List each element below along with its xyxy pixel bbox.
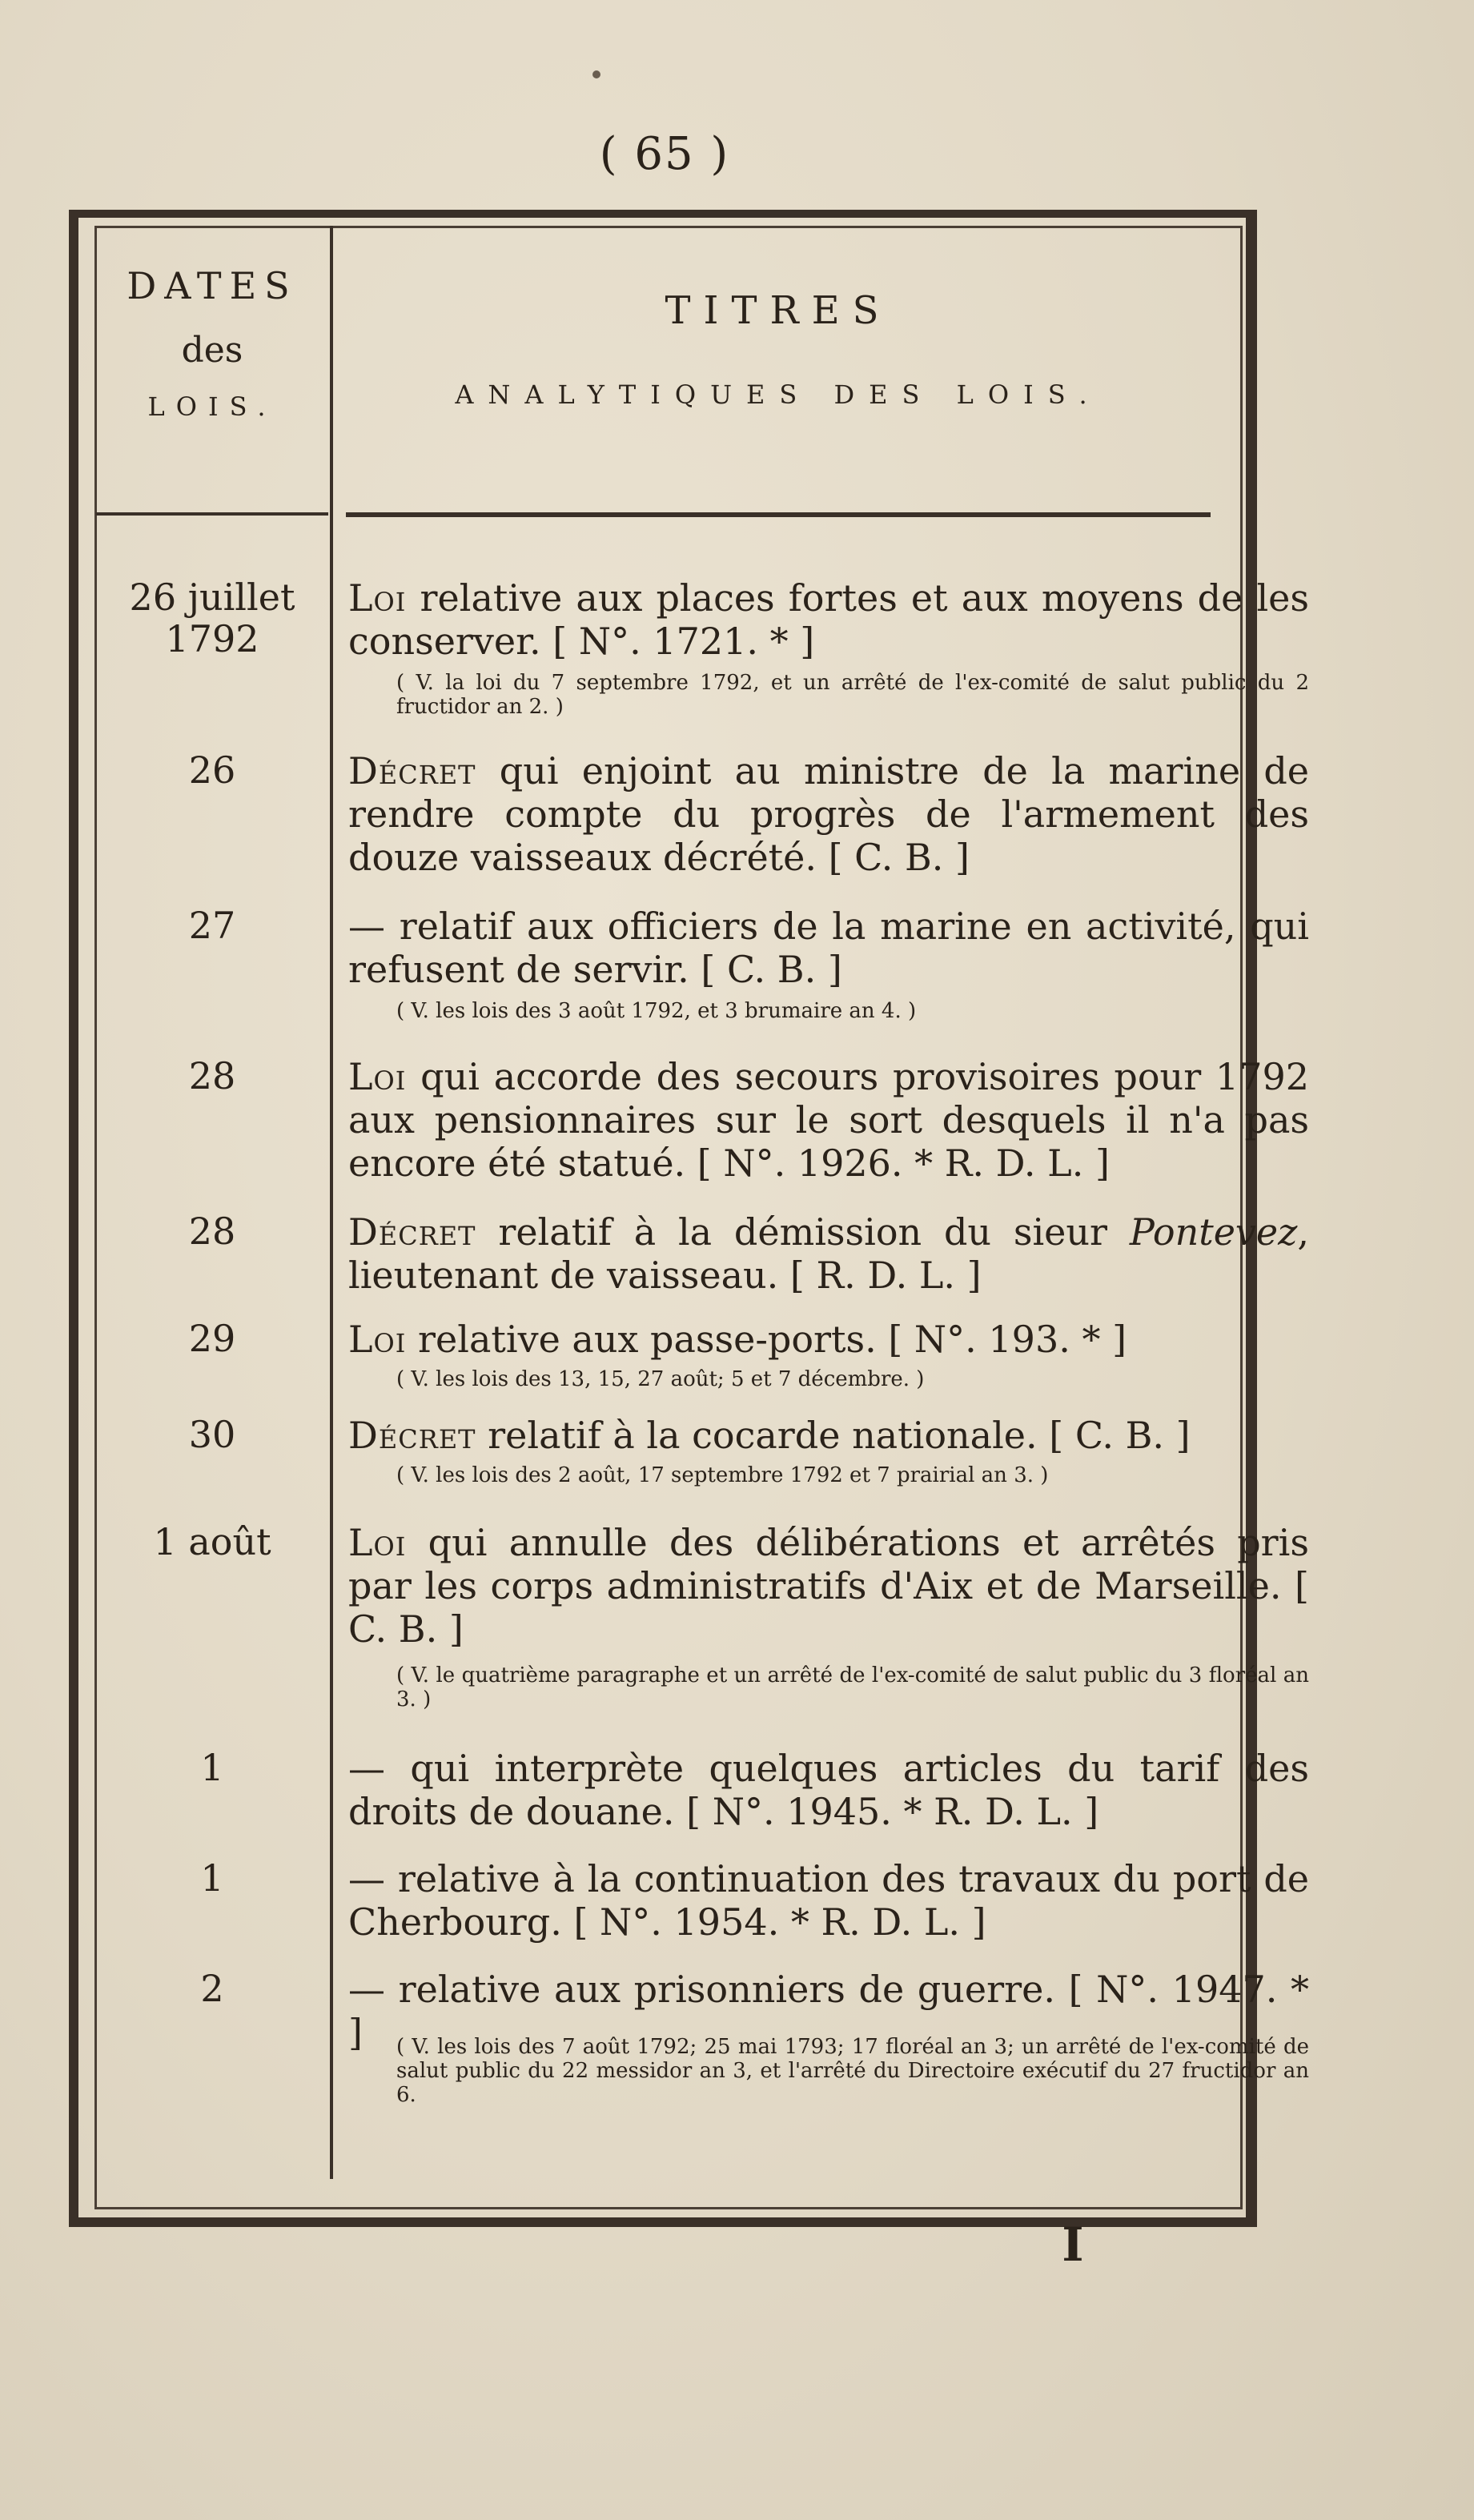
entry-date: 28 [188, 1054, 236, 1097]
entry-date: 29 [188, 1317, 236, 1360]
entry-note: ( V. le quatrième paragraphe et un arrêté de l'ex-comité de salut public du 3 floréal an 3. ) [396, 1663, 1309, 1711]
entry-title [348, 1210, 1309, 1297]
entry-date: 2 [200, 1967, 224, 2010]
entry-title [348, 1747, 1309, 1833]
entry-title [348, 1521, 1309, 1651]
entry-person-name: Pontevez [1129, 1210, 1298, 1254]
entry-title [348, 905, 1309, 991]
entry-lead-word: Décret [348, 749, 476, 793]
entry-date: 28 [188, 1210, 236, 1253]
titles-column-header [346, 288, 1211, 410]
entry-text: — relative aux prisonniers de guerre. [ N°. 1947. * ] [348, 1968, 1309, 2054]
header-rule-titles [346, 512, 1211, 517]
entry-lead-word: Décret [348, 1414, 476, 1457]
signature-mark: I [1062, 2217, 1084, 2272]
entry-text: qui accorde des secours provisoires pour 1792 aux pensionnaires sur le sort desquels il n'a pas encore été statué. [ N°. 1926. * R. D. L. ] [348, 1055, 1309, 1185]
entry-note: ( V. les lois des 2 août, 17 septembre 1792 et 7 prairial an 3. ) [396, 1463, 1049, 1487]
entry-note: ( V. les lois des 13, 15, 27 août; 5 et 7 décembre. ) [396, 1367, 925, 1391]
entry-date: 30 [188, 1413, 236, 1456]
dates-header-line3: LOIS. [147, 391, 277, 422]
entry-text: — relative à la continuation des travaux du port de Cherbourg. [ N°. 1954. * R. D. L. ] [348, 1857, 1309, 1944]
column-divider [330, 226, 333, 2179]
entry-title [348, 749, 1309, 879]
entry-date-year: 1792 [165, 617, 259, 660]
entry-title [348, 576, 1309, 663]
entry-text: — relatif aux officiers de la marine en activité, qui refusent de servir. [ C. B. ] [348, 905, 1309, 991]
entry-lead-word: Loi [348, 1055, 407, 1098]
dates-column-header [96, 264, 328, 422]
entry-text: relative aux passe-ports. [ N°. 193. * ] [406, 1318, 1127, 1361]
entry-note: ( V. la loi du 7 septembre 1792, et un arrêté de l'ex-comité de salut public du 2 fructidor an 2. ) [396, 671, 1309, 719]
entry-note: ( V. les lois des 3 août 1792, et 3 brumaire an 4. ) [396, 999, 917, 1023]
ink-speck [592, 70, 600, 78]
entry-text-end: , lieutenant de vaisseau. [ R. D. L. ] [348, 1210, 1309, 1297]
titles-header-line2: ANALYTIQUES DES LOIS. [455, 379, 1102, 410]
entry-title [348, 1318, 1309, 1361]
entry-title [348, 1414, 1309, 1457]
entry-lead-word: Loi [348, 1521, 407, 1564]
entry-text: qui annulle des délibérations et arrêtés pris par les corps administratifs d'Aix et de Marseille. [ C. B. ] [348, 1521, 1309, 1651]
entry-title [348, 1055, 1309, 1185]
entry-title [348, 1857, 1309, 1944]
entry-lead-word: Loi [348, 1318, 407, 1361]
entry-text: relative aux places fortes et aux moyens de les conserver. [ N°. 1721. * ] [348, 576, 1309, 663]
entry-date: 1 [200, 1856, 224, 1900]
entry-note: ( V. les lois des 7 août 1792; 25 mai 1793; 17 floréal an 3; un arrêté de l'ex-comité de salut public du 22 messidor an 3, et l'arrêté du Directoire exécutif du 27 fructidor an 6. [396, 2035, 1309, 2107]
entry-lead-word: Loi [348, 576, 407, 620]
titles-header-line1: TITRES [665, 288, 892, 333]
entry-date: 1 [200, 1746, 224, 1789]
entry-date: 1 août [153, 1520, 271, 1563]
entry-date: 27 [188, 904, 236, 947]
entry-date: 26 [188, 748, 236, 792]
entry-lead-word: Décret [348, 1210, 476, 1254]
dates-header-line2: des [181, 330, 243, 371]
entry-date [96, 576, 328, 660]
entry-text: qui enjoint au ministre de la marine de rendre compte du progrès de l'armement des douze vaisseaux décrété. [ C. B. ] [348, 749, 1309, 879]
entry-text: relatif à la cocarde nationale. [ C. B. ] [476, 1414, 1191, 1457]
dates-header-line1: DATES [127, 264, 298, 307]
entry-text: — qui interprète quelques articles du tarif des droits de douane. [ N°. 1945. * R. D. L. ] [348, 1747, 1309, 1833]
header-rule-dates [96, 512, 328, 516]
page-number: ( 65 ) [599, 128, 730, 180]
entry-text: relatif à la démission du sieur [476, 1210, 1130, 1254]
entry-date-day: 26 juillet [129, 576, 295, 619]
